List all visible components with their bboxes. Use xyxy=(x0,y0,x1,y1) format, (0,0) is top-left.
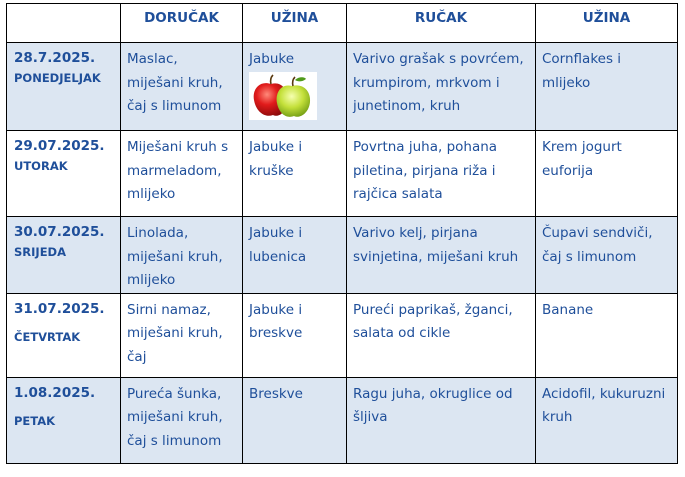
lunch-cell: Ragu juha, okruglice od šljiva xyxy=(347,377,536,463)
snack-1-cell: Breskve xyxy=(243,377,347,463)
lunch-cell: Varivo grašak s povrćem, krumpirom, mrkvom i junetinom, kruh xyxy=(347,43,536,131)
snack-2-cell: Acidofil, kukuruzni kruh xyxy=(536,377,678,463)
header-snack-1: UŽINA xyxy=(243,4,347,43)
day-cell xyxy=(7,217,121,294)
snack-1-text: Jabuke xyxy=(249,51,295,67)
day-name: UTORAK xyxy=(14,159,68,173)
header-empty-cell xyxy=(7,4,121,43)
header-snack-2: UŽINA xyxy=(536,4,678,43)
snack-2-cell: Čupavi sendviči, čaj s limunom xyxy=(536,217,678,294)
breakfast-cell: Sirni namaz, miješani kruh, čaj xyxy=(121,293,243,377)
breakfast-cell: Linolada, miješani kruh, mlijeko xyxy=(121,217,243,294)
day-date: 31.07.2025. xyxy=(14,300,105,317)
day-name: SRIJEDA xyxy=(14,245,66,259)
day-date: 1.08.2025. xyxy=(14,384,96,401)
day-row-tuesday xyxy=(7,131,678,217)
snack-1-cell xyxy=(243,43,347,131)
day-row-wednesday xyxy=(7,217,678,294)
header-row xyxy=(7,4,678,43)
lunch-cell: Varivo kelj, pirjana svinjetina, miješani kruh xyxy=(347,217,536,294)
snack-1-cell: Jabuke i lubenica xyxy=(243,217,347,294)
day-cell xyxy=(7,43,121,131)
snack-1-cell: Jabuke i kruške xyxy=(243,131,347,217)
header-breakfast: DORUČAK xyxy=(121,4,243,43)
breakfast-cell: Pureća šunka, miješani kruh, čaj s limunom xyxy=(121,377,243,463)
weekly-menu-table xyxy=(6,3,678,464)
day-date: 29.07.2025. xyxy=(14,138,105,154)
day-name: ČETVRTAK xyxy=(14,329,81,344)
lunch-cell: Pureći paprikaš, žganci, salata od cikle xyxy=(347,293,536,377)
day-cell xyxy=(7,377,121,463)
breakfast-cell: Maslac, miješani kruh, čaj s limunom xyxy=(121,43,243,131)
day-name: PETAK xyxy=(14,413,56,428)
day-cell xyxy=(7,293,121,377)
day-cell xyxy=(7,131,121,217)
apples-icon xyxy=(249,72,317,120)
day-row-monday xyxy=(7,43,678,131)
day-date: 30.07.2025. xyxy=(14,224,105,240)
lunch-cell: Povrtna juha, pohana piletina, pirjana riža i rajčica salata xyxy=(347,131,536,217)
day-date: 28.7.2025. xyxy=(14,50,96,66)
snack-2-cell: Banane xyxy=(536,293,678,377)
snack-2-cell: Cornflakes i mlijeko xyxy=(536,43,678,131)
day-row-thursday xyxy=(7,293,678,377)
snack-1-cell: Jabuke i breskve xyxy=(243,293,347,377)
breakfast-cell: Miješani kruh s marmeladom, mlijeko xyxy=(121,131,243,217)
day-name: PONEDJELJAK xyxy=(14,71,101,85)
snack-2-cell: Krem jogurt euforija xyxy=(536,131,678,217)
day-row-friday xyxy=(7,377,678,463)
header-lunch: RUČAK xyxy=(347,4,536,43)
